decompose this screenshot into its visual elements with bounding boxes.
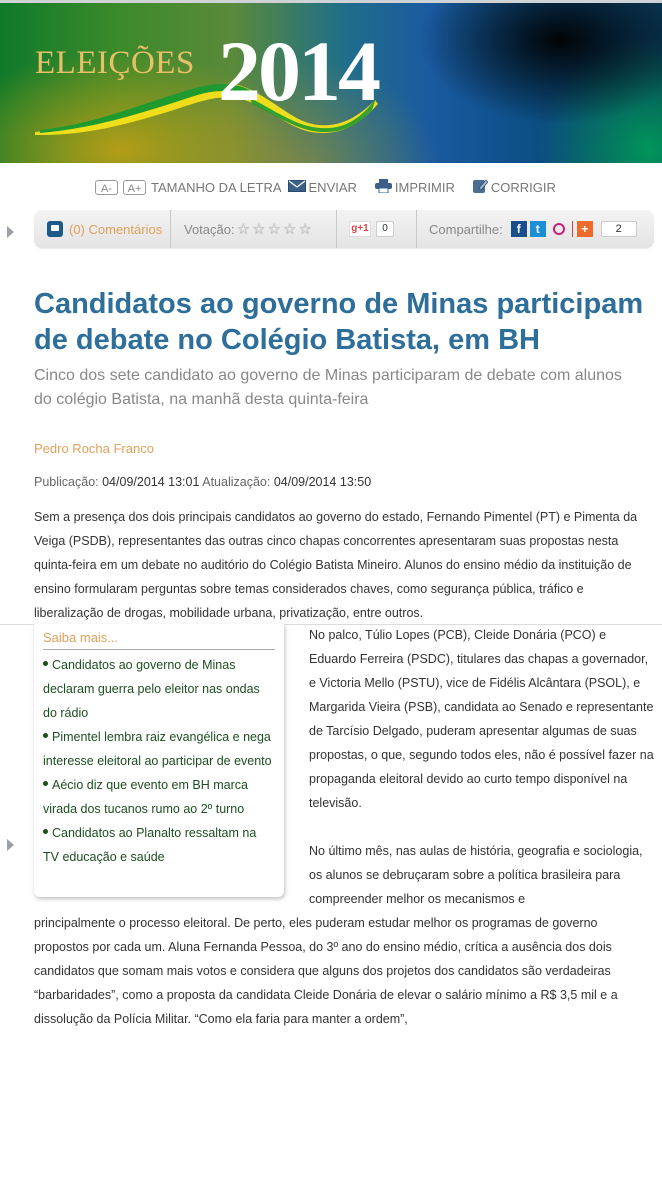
related-heading: Saiba mais...	[43, 630, 275, 650]
article-paragraph-4: principalmente o processo eleitoral. De perto, eles puderam estudar melhor os programas de governo propostos por cada um. Aluna Fernanda Pessoa, do 3º ano do ensino médio, crítica a ausência dos dois candidatos que somam mais votos e considera que alguns dos projetos dos candidatos são verdadeiras “barbaridades”, como a proposta da candidata Cleide Donária de elevar o salário mínimo a R$ 3,5 mil e a dissolução da Polícia Militar. “Como ela faria para manter a ordem”,	[34, 916, 618, 1026]
published-date: 04/09/2014 13:01	[102, 475, 200, 489]
bullet-icon	[43, 781, 48, 786]
scroll-left-arrow-icon[interactable]	[7, 226, 14, 238]
article-dates	[34, 475, 371, 489]
article-paragraph-3: No último mês, nas aulas de história, geografia e sociologia, os alunos se debruçaram sobre a política brasileira para compreender melhor os mecanismos e	[309, 844, 643, 906]
comments-count: (0) Comentários	[69, 221, 163, 237]
bullet-icon	[43, 661, 48, 666]
envelope-icon[interactable]	[288, 180, 306, 195]
google-plus-button[interactable]: g+1	[349, 221, 371, 237]
star-icon-2[interactable]: ☆	[252, 221, 266, 238]
comment-icon	[47, 221, 63, 237]
star-icon-3[interactable]: ☆	[267, 221, 281, 238]
banner-label: ELEIÇÕES	[35, 45, 195, 81]
article-author[interactable]: Pedro Rocha Franco	[34, 441, 154, 456]
send-link[interactable]: ENVIAR	[308, 179, 357, 195]
published-label: Publicação:	[34, 475, 99, 489]
updated-date: 04/09/2014 13:50	[273, 475, 372, 489]
print-link[interactable]: IMPRIMIR	[394, 179, 455, 195]
article-subtitle: Cinco dos sete candidato ao governo de Minas participaram de debate com alunos do colégio Batista, na manhã desta quinta-feira	[34, 367, 622, 408]
star-icon-5[interactable]: ☆	[298, 221, 312, 238]
bullet-icon	[43, 829, 48, 834]
banner-year: 2014	[218, 23, 378, 119]
related-list	[43, 653, 275, 869]
related-item[interactable]	[43, 725, 275, 773]
related-link[interactable]: Pimentel lembra raiz evangélica e nega interesse eleitoral ao participar de evento	[43, 730, 272, 768]
article-title: Candidatos ao governo de Minas participam de debate no Colégio Batista, em BH	[34, 288, 644, 356]
orkut-icon[interactable]	[553, 223, 565, 235]
related-item[interactable]	[43, 653, 275, 725]
printer-icon[interactable]	[375, 179, 392, 196]
share-divider	[572, 221, 573, 237]
facebook-icon[interactable]: f	[511, 221, 527, 237]
google-plus-count: 0	[376, 221, 394, 237]
star-icon-1[interactable]: ☆	[236, 221, 251, 238]
share-widget	[417, 210, 637, 248]
related-link[interactable]: Candidatos ao governo de Minas declaram guerra pelo eleitor nas ondas do rádio	[43, 658, 260, 720]
font-decrease-button[interactable]: A-	[95, 180, 118, 195]
related-link[interactable]: Aécio diz que evento em BH marca virada dos tucanos rumo ao 2º turno	[43, 778, 248, 816]
twitter-icon[interactable]: t	[530, 221, 546, 237]
related-articles-box	[34, 624, 284, 897]
share-more-icon[interactable]: +	[577, 221, 593, 237]
correct-link[interactable]: CORRIGIR	[490, 179, 556, 195]
edit-icon[interactable]	[473, 178, 488, 196]
comments-link[interactable]	[34, 210, 171, 248]
share-label: Compartilhe:	[429, 221, 503, 237]
font-size-label: TAMANHO DA LETRA	[151, 179, 282, 195]
rating-label: Votação:	[184, 221, 235, 237]
article-paragraph-1: Sem a presença dos dois principais candidatos ao governo do estado, Fernando Pimentel (PT) e Pimenta da Veiga (PSDB), representantes das outras cinco chapas concorrentes apresentaram suas propostas nesta quinta-feira em um debate no auditório do Colégio Batista Mineiro. Alunos do ensino médio da instituição de ensino formularam perguntas sobre temas considerados chaves, como segurança pública, tráfico e liberalização de drogas, mobilidade urbana, privatização, entre outros.	[34, 510, 638, 620]
related-link[interactable]: Candidatos ao Planalto ressaltam na TV educação e saúde	[43, 826, 257, 864]
google-plus-widget	[337, 210, 417, 248]
article-tools	[95, 177, 562, 197]
related-item[interactable]	[43, 773, 275, 821]
updated-label: Atualização:	[202, 475, 271, 489]
related-item[interactable]	[43, 821, 275, 869]
share-count: 2	[601, 221, 637, 237]
bullet-icon	[43, 733, 48, 738]
election-banner[interactable]	[0, 0, 662, 163]
article-paragraph-2: No palco, Túlio Lopes (PCB), Cleide Donária (PCO) e Eduardo Ferreira (PSDC), titulares das chapas a governador, e Victoria Mello (PSTU), vice de Fidélis Alcântara (PSOL), e Margarida Vieira (PSB), candidata ao Senado e representante de Tarcísio Delgado, puderam apresentar algumas de suas propostas, o que, segundo todos eles, não é possível fazer na propaganda eleitoral devido ao curto tempo disponível na televisão.	[309, 628, 654, 810]
rating-widget	[171, 210, 337, 248]
social-bar	[34, 210, 654, 248]
font-increase-button[interactable]: A+	[123, 180, 146, 195]
scroll-left-arrow-icon-lower[interactable]	[7, 839, 14, 851]
star-icon-4[interactable]: ☆	[282, 221, 297, 238]
